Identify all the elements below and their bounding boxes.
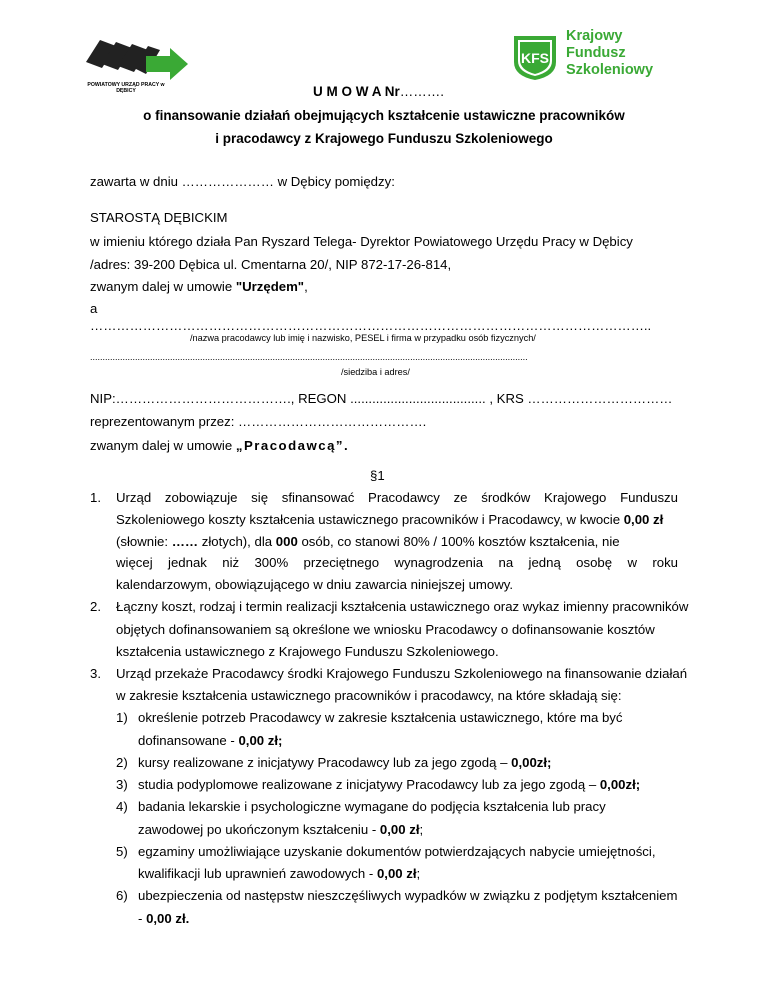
p3-item6-line1: ubezpieczenia od następstw nieszczęśliwych wypadków w związku z podjętym kształceniem <box>138 888 678 903</box>
p3-item4-line1: badania lekarskie i psychologiczne wymagane do podjęcia kształcenia lub pracy <box>138 799 606 814</box>
p3-item1-line2: dofinansowane - 0,00 zł; <box>138 733 283 748</box>
p3-line2: w zakresie kształcenia ustawicznego pracowników i pracodawcy, na które składają się: <box>116 688 622 703</box>
kfs-line2: Fundusz <box>566 45 626 61</box>
title-line1: o finansowanie działań obejmujących kształcenie ustawiczne pracowników <box>143 108 625 123</box>
p3-item1-number: 1) <box>116 710 128 725</box>
p1-line2: Szkoleniowego koszty kształcenia ustawicznego pracowników i Pracodawcy, w kwocie 0,00 zł <box>116 512 664 527</box>
pup-logo-caption: POWIATOWY URZĄD PRACY w DĘBICY <box>87 82 165 94</box>
umowa-number-dots: ………. <box>399 84 445 99</box>
kfs-badge-graphic <box>510 32 560 82</box>
p1-number: 1. <box>90 490 101 505</box>
p2-number: 2. <box>90 599 101 614</box>
p3-item5-line2: kwalifikacji lub uprawnień zawodowych - 0,00 zł; <box>138 866 421 881</box>
employer-name-caption: /nazwa pracodawcy lub imię i nazwisko, PESEL i firma w przypadku osób fizycznych/ <box>190 333 536 343</box>
party1-line1: w imieniu którego działa Pan Ryszard Telega- Dyrektor Powiatowego Urzędu Pracy w Dębicy <box>90 234 633 249</box>
p3-item2-line1: kursy realizowane z inicjatywy Pracodawcy lub za jego zgodą – 0,00zł; <box>138 755 552 770</box>
p3-line1: Urząd przekaże Pracodawcy środki Krajowego Funduszu Szkoleniowego na finansowanie działań <box>116 666 688 681</box>
kfs-badge-text: KFS <box>521 50 549 66</box>
p1-line1: Urząd zobowiązuje się sfinansować Pracodawcy ze środków Krajowego Funduszu <box>116 490 678 505</box>
employer-address-blank: ............................................................................................................................................................................... <box>90 352 528 362</box>
p3-item3-line1: studia podyplomowe realizowane z inicjatywy Pracodawcy lub za jego zgodą – 0,00zł; <box>138 777 641 792</box>
p3-item6-line2: - 0,00 zł. <box>138 911 190 926</box>
umowa-title <box>313 84 444 99</box>
p2-line2: objętych dofinansowaniem są określone we wniosku Pracodawcy o dofinansowanie kosztów <box>116 622 655 637</box>
representative-line: reprezentowanym przez: ……………………………………. <box>90 414 427 429</box>
kfs-line3: Szkoleniowy <box>566 62 654 78</box>
title-line2: i pracodawcy z Krajowego Funduszu Szkoleniowego <box>215 131 553 146</box>
p3-item5-number: 5) <box>116 844 128 859</box>
and-word: a <box>90 301 98 316</box>
party2-alias: zwanym dalej w umowie „Pracodawcą”. <box>90 438 350 453</box>
employer-name-blank: ……………………………………………………………………………………………………………….. <box>90 318 652 333</box>
umowa-label: U M O W A Nr <box>313 84 400 99</box>
p3-item2-number: 2) <box>116 755 128 770</box>
p3-number: 3. <box>90 666 101 681</box>
party1-name: STAROSTĄ DĘBICKIM <box>90 210 228 225</box>
p3-item5-line1: egzaminy umożliwiające uzyskanie dokumentów potwierdzających nabycie umiejętności, <box>138 844 656 859</box>
employer-address-caption: /siedziba i adres/ <box>341 367 410 377</box>
p3-item1-line1: określenie potrzeb Pracodawcy w zakresie kształcenia ustawicznego, które ma być <box>138 710 623 725</box>
p1-line5: kalendarzowym, obowiązującego w dniu zawarcia niniejszej umowy. <box>116 577 514 592</box>
p2-line1: Łączny koszt, rodzaj i termin realizacji kształcenia ustawicznego oraz wykaz imienny pracowników <box>116 599 689 614</box>
p3-item3-number: 3) <box>116 777 128 792</box>
p3-item6-number: 6) <box>116 888 128 903</box>
p1-line4: więcej jednak niż 300% przeciętnego wynagrodzenia na jedną osobę w roku <box>116 555 678 570</box>
kfs-logo <box>510 28 690 84</box>
kfs-line1: Krajowy <box>566 28 623 44</box>
party1-alias: zwanym dalej w umowie "Urzędem", <box>90 279 308 294</box>
p2-line3: kształcenia ustawicznego z Krajowego Funduszu Szkoleniowego. <box>116 644 499 659</box>
p3-item4-line2: zawodowej po ukończonym kształceniu - 0,00 zł; <box>138 822 424 837</box>
nip-regon-krs-line: NIP:…………………………………., REGON ..................................... , KRS …………………………… <box>90 391 673 406</box>
p3-item4-number: 4) <box>116 799 128 814</box>
party1-address: /adres: 39-200 Dębica ul. Cmentarna 20/, NIP 872-17-26-814, <box>90 257 452 272</box>
p1-line3: (słownie: …… złotych), dla 000 osób, co stanowi 80% / 100% kosztów kształcenia, nie <box>116 534 620 549</box>
section-symbol: §1 <box>370 468 385 483</box>
intro-line: zawarta w dniu ………………… w Dębicy pomiędzy: <box>90 174 395 189</box>
